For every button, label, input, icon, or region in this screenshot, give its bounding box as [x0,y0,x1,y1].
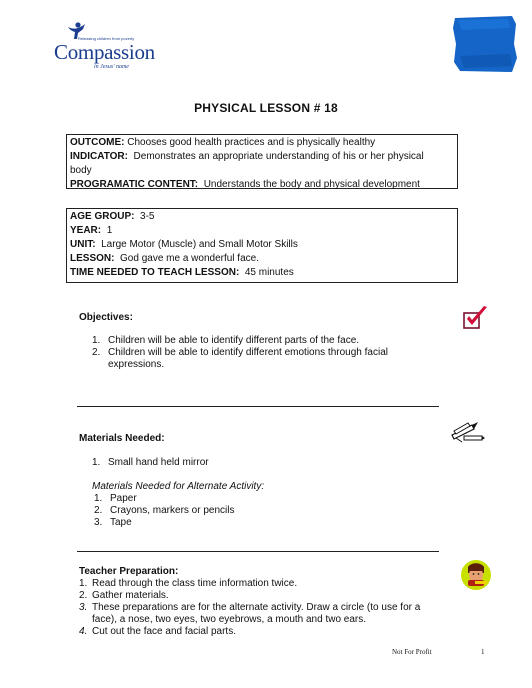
outcome-label: OUTCOME: [70,137,125,148]
unit-row [70,238,454,252]
compassion-logo [54,22,164,74]
age-label: AGE GROUP: [70,211,135,222]
content-row [70,178,454,192]
prep-list [79,578,449,638]
content-label: PROGRAMATIC CONTENT: [70,179,199,190]
prep-item: 3. These preparations are for the alternate activity. Draw a circle (to use for a face), a nose, two eyes, two eyebrows, a mouth and two ears. [79,602,421,625]
prep-item: 2. Gather materials. [79,590,169,601]
teacher-face-icon [459,559,493,591]
section-divider [77,406,439,407]
lesson-info-box [66,208,458,283]
objectives-heading: Objectives: [79,312,133,323]
logo-subtitle: in Jesus' name [94,64,129,70]
year-row [70,224,454,238]
lesson-value: God gave me a wonderful face. [120,253,259,264]
material-item: 1. Small hand held mirror [92,457,209,468]
content-value: Understands the body and physical development [203,179,420,190]
alt-material-item: 2. Crayons, markers or pencils [94,505,235,516]
lesson-row [70,252,454,266]
outcome-value: Chooses good health practices and is physically healthy [127,137,376,148]
unit-label: UNIT: [70,239,96,250]
time-label: TIME NEEDED TO TEACH LESSON: [70,267,240,278]
objectives-list [92,335,452,371]
outcome-row [70,136,454,150]
time-value: 45 minutes [244,267,294,278]
indicator-label: INDICATOR: [70,151,128,162]
alt-materials-heading: Materials Needed for Alternate Activity: [92,481,265,492]
prep-heading: Teacher Preparation: [79,566,179,577]
age-row [70,210,454,224]
prep-item: 4. Cut out the face and facial parts. [79,626,236,637]
year-label: YEAR: [70,225,102,236]
indicator-value: Demonstrates an appropriate understanding of his or her physical [133,151,424,162]
footer-note: Not For Profit [392,648,432,656]
logo-wordmark: Compassion [54,40,155,64]
alt-material-item: 3. Tape [94,517,132,528]
alt-material-item: 1. Paper [94,493,137,504]
objective-item: 1. Children will be able to identify different parts of the face. [92,335,360,346]
prep-item: 1. Read through the class time information twice. [79,578,298,589]
section-divider [77,551,439,552]
materials-list [92,457,432,469]
materials-heading: Materials Needed: [79,433,165,444]
lesson-label: LESSON: [70,253,115,264]
blue-brush-decoration [452,14,518,74]
age-value: 3-5 [140,211,155,222]
objective-item: 2. Children will be able to identify different emotions through facial expressions. [92,347,388,370]
unit-value: Large Motor (Muscle) and Small Motor Skills [101,239,298,250]
alt-materials-list [94,493,414,529]
logo-tagline: Releasing children from poverty [78,36,135,41]
page-title: PHYSICAL LESSON # 18 [194,101,338,115]
time-row [70,266,454,280]
checkbox-check-icon [462,305,490,331]
pencil-crayon-icon [450,418,486,444]
page-number: 1 [481,648,485,656]
year-value: 1 [106,225,113,236]
outcome-box [66,134,458,189]
indicator-row [70,150,454,164]
indicator-row-cont: body [70,165,92,176]
